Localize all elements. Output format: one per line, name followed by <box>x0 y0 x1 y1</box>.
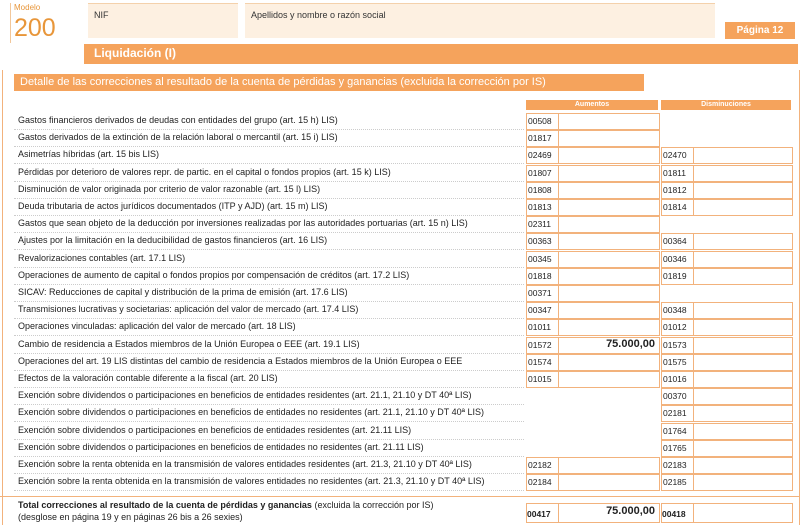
aum-code: 02182 <box>528 460 552 470</box>
table-row <box>0 318 800 336</box>
disminuciones-input[interactable] <box>693 405 793 422</box>
disminuciones-input[interactable] <box>693 147 793 164</box>
modelo-label: Modelo <box>14 3 41 12</box>
nif-field[interactable] <box>88 3 238 38</box>
aum-code: 01572 <box>528 339 552 350</box>
row-label: Cambio de residencia a Estados miembros de la Unión Europea o EEE (art. 19.1 LIS) <box>18 338 360 349</box>
total-dis-code: 00418 <box>662 509 686 519</box>
total-aum-code: 00417 <box>527 509 551 519</box>
disminuciones-input[interactable] <box>693 337 793 354</box>
row-label: SICAV: Reducciones de capital y distribución de la prima de emisión (art. 17.6 LIS) <box>18 287 348 297</box>
row-separator <box>14 490 524 491</box>
table-row <box>0 267 800 285</box>
aum-code: 01574 <box>528 356 552 367</box>
page-badge: Página 12 <box>725 22 795 39</box>
disminuciones-input[interactable] <box>693 440 793 457</box>
aum-code: 00508 <box>528 116 552 126</box>
row-label: Exención sobre la renta obtenida en la transmisión de valores entidades residentes (art. 21.3, 21.10 y DT 40ª LIS) <box>18 459 472 469</box>
dis-code: 02183 <box>663 460 687 470</box>
table-row <box>0 404 800 422</box>
aumentos-input[interactable] <box>558 147 660 164</box>
row-label: Gastos derivados de la extinción de la relación laboral o mercantil (art. 15 i) LIS) <box>18 132 338 143</box>
table-row <box>0 164 800 182</box>
row-label: Exención sobre dividendos o participaciones en beneficios de entidades residentes (art. 21.1, 21.10 y DT 40ª LIS) <box>18 390 472 401</box>
aumentos-input[interactable] <box>558 182 660 199</box>
disminuciones-input[interactable] <box>693 268 793 285</box>
disminuciones-input[interactable] <box>693 182 793 199</box>
row-label: Exención sobre dividendos o participaciones en beneficios de entidades residentes (art. 21.11 LIS) <box>18 424 412 435</box>
table-row <box>0 198 800 216</box>
table-row <box>0 439 800 457</box>
table-row <box>0 456 800 474</box>
table-row <box>0 422 800 440</box>
aum-code: 01813 <box>528 202 552 212</box>
row-label: Disminución de valor originada por criterio de valor razonable (art. 15 l) LIS) <box>18 183 321 194</box>
aum-code: 00363 <box>528 236 552 247</box>
aum-code: 00345 <box>528 253 552 264</box>
table-row <box>0 336 800 354</box>
table-row <box>0 284 800 302</box>
table-row <box>0 387 800 405</box>
aumentos-value: 75.000,00 <box>606 337 655 350</box>
disminuciones-input[interactable] <box>693 371 793 388</box>
table-row <box>0 250 800 268</box>
aumentos-input[interactable] <box>558 285 660 302</box>
column-header-aumentos: Aumentos <box>526 100 658 110</box>
aum-code: 02184 <box>528 477 552 488</box>
aumentos-input[interactable] <box>558 233 660 250</box>
dis-code: 02185 <box>663 477 687 488</box>
dis-code: 01575 <box>663 356 687 367</box>
table-row <box>0 353 800 371</box>
row-label: Deuda tributaria de actos jurídicos documentados (ITP y AJD) (art. 15 m) LIS) <box>18 201 328 211</box>
table-row <box>0 146 800 164</box>
table-row <box>0 473 800 491</box>
row-label: Ajustes por la limitación en la deducibilidad de gastos financieros (art. 16 LIS) <box>18 235 328 246</box>
aum-code: 01015 <box>528 374 552 384</box>
total-label <box>18 500 434 510</box>
detail-title: Detalle de las correcciones al resultado de la cuenta de pérdidas y ganancias (excluida la corrección por IS) <box>20 76 546 88</box>
row-label: Exención sobre dividendos o participaciones en beneficios de entidades no residentes (art. 21.11 LIS) <box>18 441 424 452</box>
disminuciones-input[interactable] <box>693 165 793 182</box>
disminuciones-input[interactable] <box>693 457 793 474</box>
modelo-number: 200 <box>14 14 56 42</box>
row-label: Transmisiones lucrativas y societarias: aplicación del valor de mercado (art. 17.4 LIS) <box>18 304 359 315</box>
disminuciones-input[interactable] <box>693 199 793 216</box>
disminuciones-input[interactable] <box>693 251 793 268</box>
disminuciones-input[interactable] <box>693 423 793 440</box>
aumentos-input[interactable] <box>558 216 660 233</box>
section-bar <box>84 44 798 64</box>
aum-code: 02311 <box>528 219 552 230</box>
table-row <box>0 181 800 199</box>
dis-code: 00348 <box>663 305 687 316</box>
dis-code: 01814 <box>663 202 687 212</box>
dis-code: 01811 <box>663 167 687 178</box>
row-label: Efectos de la valoración contable diferente a la fiscal (art. 20 LIS) <box>18 373 278 383</box>
dis-code: 01812 <box>663 184 687 195</box>
aum-code: 01807 <box>528 167 552 178</box>
dis-code: 01764 <box>663 425 687 436</box>
column-header-disminuciones: Disminuciones <box>661 100 791 110</box>
dis-code: 00370 <box>663 391 687 402</box>
row-label: Gastos financieros derivados de deudas con entidades del grupo (art. 15 h) LIS) <box>18 115 338 125</box>
total-label-normal: (excluida la corrección por IS) <box>314 500 434 510</box>
disminuciones-input[interactable] <box>693 354 793 371</box>
table-row <box>0 232 800 250</box>
total-label-bold: Total correcciones al resultado de la cuenta de pérdidas y ganancias <box>18 500 312 510</box>
aumentos-input[interactable] <box>558 354 660 371</box>
table-row <box>0 215 800 233</box>
aumentos-input[interactable] <box>558 302 660 319</box>
row-label: Asimetrías híbridas (art. 15 bis LIS) <box>18 149 160 160</box>
row-label: Exención sobre la renta obtenida en la transmisión de valores entidades no residentes (art. 21.3, 21.10 y DT 40ª LIS) <box>18 476 485 487</box>
disminuciones-input[interactable] <box>693 319 793 336</box>
dis-code: 01016 <box>663 374 687 384</box>
aumentos-input[interactable] <box>558 474 660 491</box>
disminuciones-input[interactable] <box>693 302 793 319</box>
aum-code: 01808 <box>528 184 552 195</box>
total-aumentos-value: 75.000,00 <box>606 505 655 517</box>
dis-code: 01765 <box>663 442 687 453</box>
aum-code: 01011 <box>528 322 552 333</box>
table-row <box>0 129 800 147</box>
disminuciones-input[interactable] <box>693 233 793 250</box>
total-note: (desglose en página 19 y en páginas 26 bis a 26 sexies) <box>18 512 243 522</box>
aumentos-input[interactable] <box>558 371 660 388</box>
dis-code: 00346 <box>663 253 687 264</box>
aumentos-input[interactable] <box>558 268 660 285</box>
row-label: Operaciones del art. 19 LIS distintas del cambio de residencia a Estados miembros de la Unión Europea o EEE <box>18 355 463 366</box>
row-label: Operaciones vinculadas: aplicación del valor de mercado (art. 18 LIS) <box>18 321 296 332</box>
name-label: Apellidos y nombre o razón social <box>251 10 386 20</box>
table-row <box>0 301 800 319</box>
aum-code: 01817 <box>528 133 552 144</box>
dis-code: 00364 <box>663 236 687 247</box>
dis-code: 02181 <box>663 408 687 419</box>
aumentos-input[interactable] <box>558 319 660 336</box>
aum-code: 02469 <box>528 150 552 161</box>
aumentos-input[interactable] <box>558 130 660 147</box>
dis-code: 01012 <box>663 322 687 333</box>
aumentos-input[interactable] <box>558 457 660 474</box>
disminuciones-input[interactable] <box>693 388 793 405</box>
table-row <box>0 112 800 130</box>
disminuciones-input[interactable] <box>693 474 793 491</box>
row-label: Gastos que sean objeto de la deducción por inversiones realizadas por las autoridades portuarias (art. 15 n) LIS) <box>18 218 468 229</box>
table-row <box>0 370 800 388</box>
aumentos-input[interactable] <box>558 199 660 216</box>
aum-code: 00347 <box>528 305 552 316</box>
aumentos-input[interactable] <box>558 113 660 130</box>
row-label: Operaciones de aumento de capital o fondos propios por compensación de créditos (art. 17.2 LIS) <box>18 269 410 280</box>
row-label: Exención sobre dividendos o participaciones en beneficios de entidades no residentes (art. 21.1, 21.10 y DT 40ª LIS) <box>18 407 484 418</box>
aumentos-input[interactable] <box>558 165 660 182</box>
section-title: Liquidación (I) <box>94 46 176 60</box>
dis-code: 01573 <box>663 339 687 350</box>
aum-code: 01818 <box>528 270 552 281</box>
row-label: Pérdidas por deterioro de valores repr. de partic. en el capital o fondos propios (art. 15 k) LIS) <box>18 166 391 177</box>
aumentos-input[interactable] <box>558 251 660 268</box>
total-disminuciones-input[interactable] <box>693 503 793 523</box>
aum-code: 00371 <box>528 288 552 298</box>
nif-label: NIF <box>94 10 109 20</box>
name-field[interactable] <box>245 3 715 38</box>
row-label: Revalorizaciones contables (art. 17.1 LIS) <box>18 252 186 263</box>
dis-code: 02470 <box>663 150 687 161</box>
dis-code: 01819 <box>663 270 687 281</box>
